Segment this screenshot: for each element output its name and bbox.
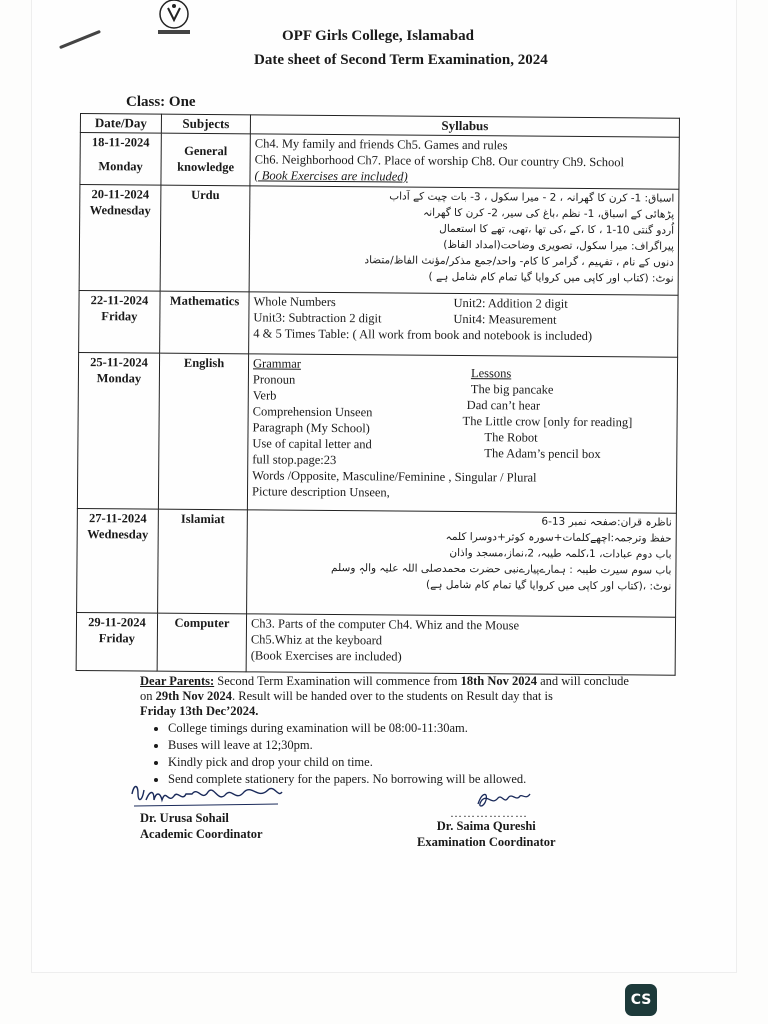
syllabus-note: 4 & 5 Times Table: ( All work from book and notebook is included) (253, 326, 593, 344)
list-item: • Buses will leave at 12;30pm. (168, 738, 640, 753)
syllabus-line: Unit2: Addition 2 digit (453, 295, 568, 311)
exam-date: 29-11-2024 (88, 615, 146, 630)
row-syllabus-cell (247, 354, 677, 513)
list-item: • Send complete stationery for the papers. No borrowing will be allowed. (168, 772, 640, 787)
row-syllabus-cell (250, 134, 679, 189)
row-subject-cell (161, 133, 250, 186)
row-date-cell (80, 133, 161, 186)
syllabus-line: اسباق: 1- کرن کا گھرانہ ، 2 - میرا سکول ، 3- بات چیت کے آداب (389, 190, 675, 205)
syllabus-line: Unit3: Subtraction 2 digit (253, 310, 382, 326)
row-syllabus-cell (246, 614, 675, 675)
exam-day: Friday (101, 309, 138, 324)
camscanner-badge: CS (625, 984, 657, 1016)
row-date-cell (77, 352, 159, 509)
subject-name: Computer (174, 615, 230, 631)
list-item: • College timings during examination will be 08:00-11:30am. (168, 721, 640, 736)
syllabus-line: نوٹ: (کتاب اور کاپی میں کروایا گیا تمام کام شامل ہے ) (428, 270, 674, 285)
syllabus-line: Picture description Unseen, (251, 484, 390, 500)
header-subjects: Subjects (161, 114, 250, 134)
table-row (77, 352, 677, 513)
parents-notice (140, 674, 640, 789)
row-syllabus-cell (249, 186, 679, 295)
lesson-item: The big pancake (470, 382, 554, 397)
subject-name: Urdu (191, 187, 220, 203)
exam-date: 25-11-2024 (90, 355, 148, 370)
syllabus-line: اُردو گنتی 10-1 ، کا ،کے ،کی تھا ،تھی، تھے کا استعمال (439, 222, 675, 237)
row-subject-cell (158, 353, 248, 510)
subject-name: Islamiat (180, 511, 225, 527)
lesson-item: The Robot (484, 430, 538, 445)
examination-coordinator-block (417, 818, 556, 850)
subject-name: Mathematics (169, 293, 240, 309)
header-date: Date/Day (80, 114, 161, 134)
syllabus-line: (Book Exercises are included) (250, 648, 402, 664)
notice-text: and will conclude on (140, 674, 629, 703)
syllabus-line: دنوں کے نام ، تفہیم ، گرامر کا کام- واحد/جمع مذکر/مؤنث الفاظ/متضاد (364, 254, 674, 269)
subject-name: English (183, 355, 225, 371)
college-logo (146, 0, 202, 38)
syllabus-line: Unit4: Measurement (453, 311, 557, 327)
notice-paragraph (140, 674, 640, 704)
college-name: OPF Girls College, Islamabad (282, 28, 474, 44)
subject-name: General knowledge (177, 143, 235, 175)
table-row (79, 185, 679, 296)
row-subject-cell (160, 185, 250, 292)
syllabus-line: ناظرہ قران:صفحہ نمبر 13-6 (541, 515, 672, 529)
row-syllabus-cell (247, 510, 677, 617)
lesson-item: The Adam’s pencil box (484, 446, 601, 462)
table-row (77, 508, 677, 617)
exam-day: Wednesday (89, 203, 151, 218)
exam-day: Monday (96, 371, 142, 386)
syllabus-line: پیراگراف: میرا سکول، تصویری وضاحت(امداد الفاظ) (443, 238, 675, 253)
syllabus-line: Ch4. My family and friends Ch5. Games and rules (254, 136, 508, 153)
class-label: Class: One (126, 94, 196, 110)
syllabus-line: Words /Opposite, Masculine/Feminine , Singular / Plural (252, 468, 537, 485)
exam-day: Friday (98, 631, 135, 646)
syllabus-line: Ch3. Parts of the computer Ch4. Whiz and the Mouse (250, 616, 520, 633)
table-row (79, 290, 678, 357)
grammar-item: Pronoun (252, 372, 296, 387)
end-date: 29th Nov 2024 (155, 689, 233, 703)
signature-dots: ……………… (450, 806, 528, 820)
row-subject-cell (157, 613, 246, 672)
row-syllabus-cell (249, 292, 678, 357)
signatory-title: Academic Coordinator (140, 827, 263, 841)
grammar-item: Verb (252, 388, 277, 403)
syllabus-note: ( Book Exercises are included) (254, 168, 408, 184)
notice-list (168, 721, 640, 787)
table-row (80, 133, 679, 190)
exam-date: 22-11-2024 (90, 293, 149, 308)
lessons-heading: Lessons (470, 366, 512, 381)
notice-text: . Result will be handed over to the students on Result day that is (232, 689, 553, 703)
grammar-item: Use of capital letter and (252, 436, 372, 452)
exam-day: Wednesday (87, 527, 149, 542)
syllabus-line: باب سوم سیرت طیبہ : ہمارےپیارےنبی حضرت محمدصلی اللہ علیہ والہٖ وسلم (331, 561, 672, 577)
date-sheet-table (76, 113, 680, 676)
row-subject-cell (158, 509, 248, 614)
result-day: Friday 13th Dec’2024. (140, 704, 259, 718)
row-date-cell (79, 290, 160, 353)
signatory-title: Examination Coordinator (417, 835, 556, 849)
syllabus-line: Ch5.Whiz at the keyboard (250, 632, 383, 648)
grammar-item: full stop.page:23 (252, 452, 337, 468)
exam-day: Monday (98, 159, 143, 174)
lesson-item: Dad can’t hear (466, 398, 541, 413)
document-title: Date sheet of Second Term Examination, 2024 (254, 52, 548, 68)
exam-date: 27-11-2024 (88, 511, 147, 526)
lesson-item: The Little crow [only for reading] (462, 414, 633, 430)
row-date-cell (77, 508, 159, 613)
exam-date: 18-11-2024 (91, 135, 150, 150)
signatory-name: Dr. Saima Qureshi (436, 819, 536, 833)
signatory-name: Dr. Urusa Sohail (140, 811, 229, 825)
row-subject-cell (160, 291, 249, 354)
notice-text: Second Term Examination will commence from (214, 674, 461, 688)
table-row (76, 612, 675, 675)
row-date-cell (76, 612, 157, 671)
syllabus-line: باب دوم عبادات، 1،کلمہ طیبہ، 2،نماز،مسجد واذان (449, 546, 672, 561)
list-item: • Kindly pick and drop your child on time. (168, 755, 640, 770)
syllabus-line: Whole Numbers (253, 294, 336, 310)
syllabus-line: حفظ وترجمہ:اچھےکلمات+سورہ کوثر+دوسرا کلمہ (445, 530, 672, 545)
start-date: 18th Nov 2024 (460, 674, 537, 688)
notice-label: Dear Parents: (140, 674, 215, 688)
academic-coordinator-block (140, 786, 263, 842)
grammar-item: Paragraph (My School) (252, 420, 370, 436)
exam-date: 20-11-2024 (91, 187, 150, 202)
syllabus-line: نوٹ: ،(کتاب اور کاپی میں کروایا گیا تمام کام شامل ہے) (426, 578, 672, 593)
grammar-item: Comprehension Unseen (252, 404, 373, 420)
syllabus-line: Ch6. Neighborhood Ch7. Place of worship Ch8. Our country Ch9. School (254, 152, 625, 170)
grammar-heading: Grammar (252, 356, 301, 371)
syllabus-line: پڑھائی کے اسباق، 1- نظم ،باغ کی سیر، 2- کرن کا گھرانہ (423, 206, 675, 221)
header-syllabus: Syllabus (250, 115, 679, 137)
row-date-cell (79, 185, 161, 292)
